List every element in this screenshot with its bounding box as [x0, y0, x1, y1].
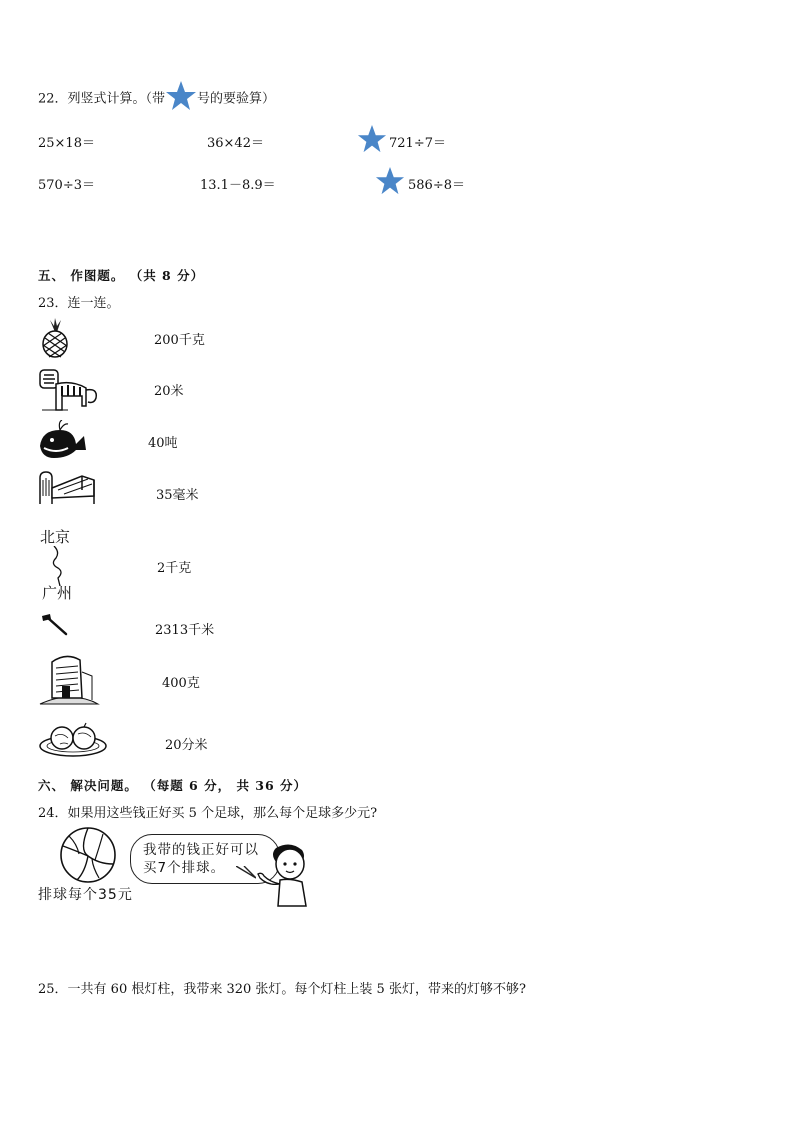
unit-label: 400克 — [162, 676, 200, 691]
volleyball-icon — [59, 826, 117, 884]
unit-label: 35毫米 — [156, 488, 199, 503]
star-icon — [165, 80, 197, 112]
unit-label: 20米 — [154, 384, 184, 399]
building-icon — [38, 652, 100, 706]
q22-expr-6: 586÷8＝ — [408, 178, 465, 193]
unit-label: 2千克 — [157, 561, 192, 576]
q22-expr-3: 721÷7＝ — [389, 136, 446, 151]
q22-title-post: 号的要验算） — [197, 91, 276, 107]
whale-icon — [38, 420, 88, 460]
beijing-guangzhou-map — [40, 526, 84, 602]
unit-label: 40吨 — [148, 436, 178, 451]
q22-expr-2: 36×42＝ — [207, 136, 264, 151]
q22-expr-5: 13.1－8.9＝ — [200, 178, 276, 193]
q25-title: 25．一共有 60 根灯柱，我带来 320 张灯。每个灯柱上装 5 张灯，带来的灯够不够? — [38, 982, 526, 997]
star-icon — [357, 124, 387, 154]
q22-expr-4: 570÷3＝ — [38, 178, 95, 193]
nail-icon — [40, 612, 70, 638]
section-5-heading: 五、 作图题。 （共 8 分） — [38, 268, 205, 283]
pineapple-icon — [38, 318, 72, 358]
q22-expr-1: 25×18＝ — [38, 136, 95, 151]
q23-title: 23．连一连。 — [38, 296, 120, 311]
boy-icon — [254, 842, 310, 908]
plate-of-fruit-icon — [38, 722, 108, 758]
bubble-tail — [236, 866, 256, 880]
speech-bubble-text: 我带的钱正好可以买7个排球。 — [143, 842, 259, 876]
q24-title: 24．如果用这些钱正好买 5 个足球，那么每个足球多少元? — [38, 806, 378, 821]
bed-icon — [38, 466, 96, 506]
tiger-icon — [38, 366, 102, 416]
route-line — [46, 546, 76, 586]
q22-title — [38, 86, 275, 112]
unit-label: 20分米 — [165, 738, 208, 753]
section-6-heading: 六、 解决问题。 （每题 6 分， 共 36 分） — [38, 778, 308, 793]
q22-title-pre: 22．列竖式计算。（带 — [38, 91, 166, 107]
unit-label: 2313千米 — [155, 623, 215, 638]
q24-price-caption: 排球每个35元 — [38, 887, 133, 903]
map-label-beijing: 北京 — [40, 528, 71, 546]
star-icon — [375, 166, 405, 196]
unit-label: 200千克 — [154, 333, 205, 348]
map-label-guangzhou: 广州 — [42, 584, 73, 602]
